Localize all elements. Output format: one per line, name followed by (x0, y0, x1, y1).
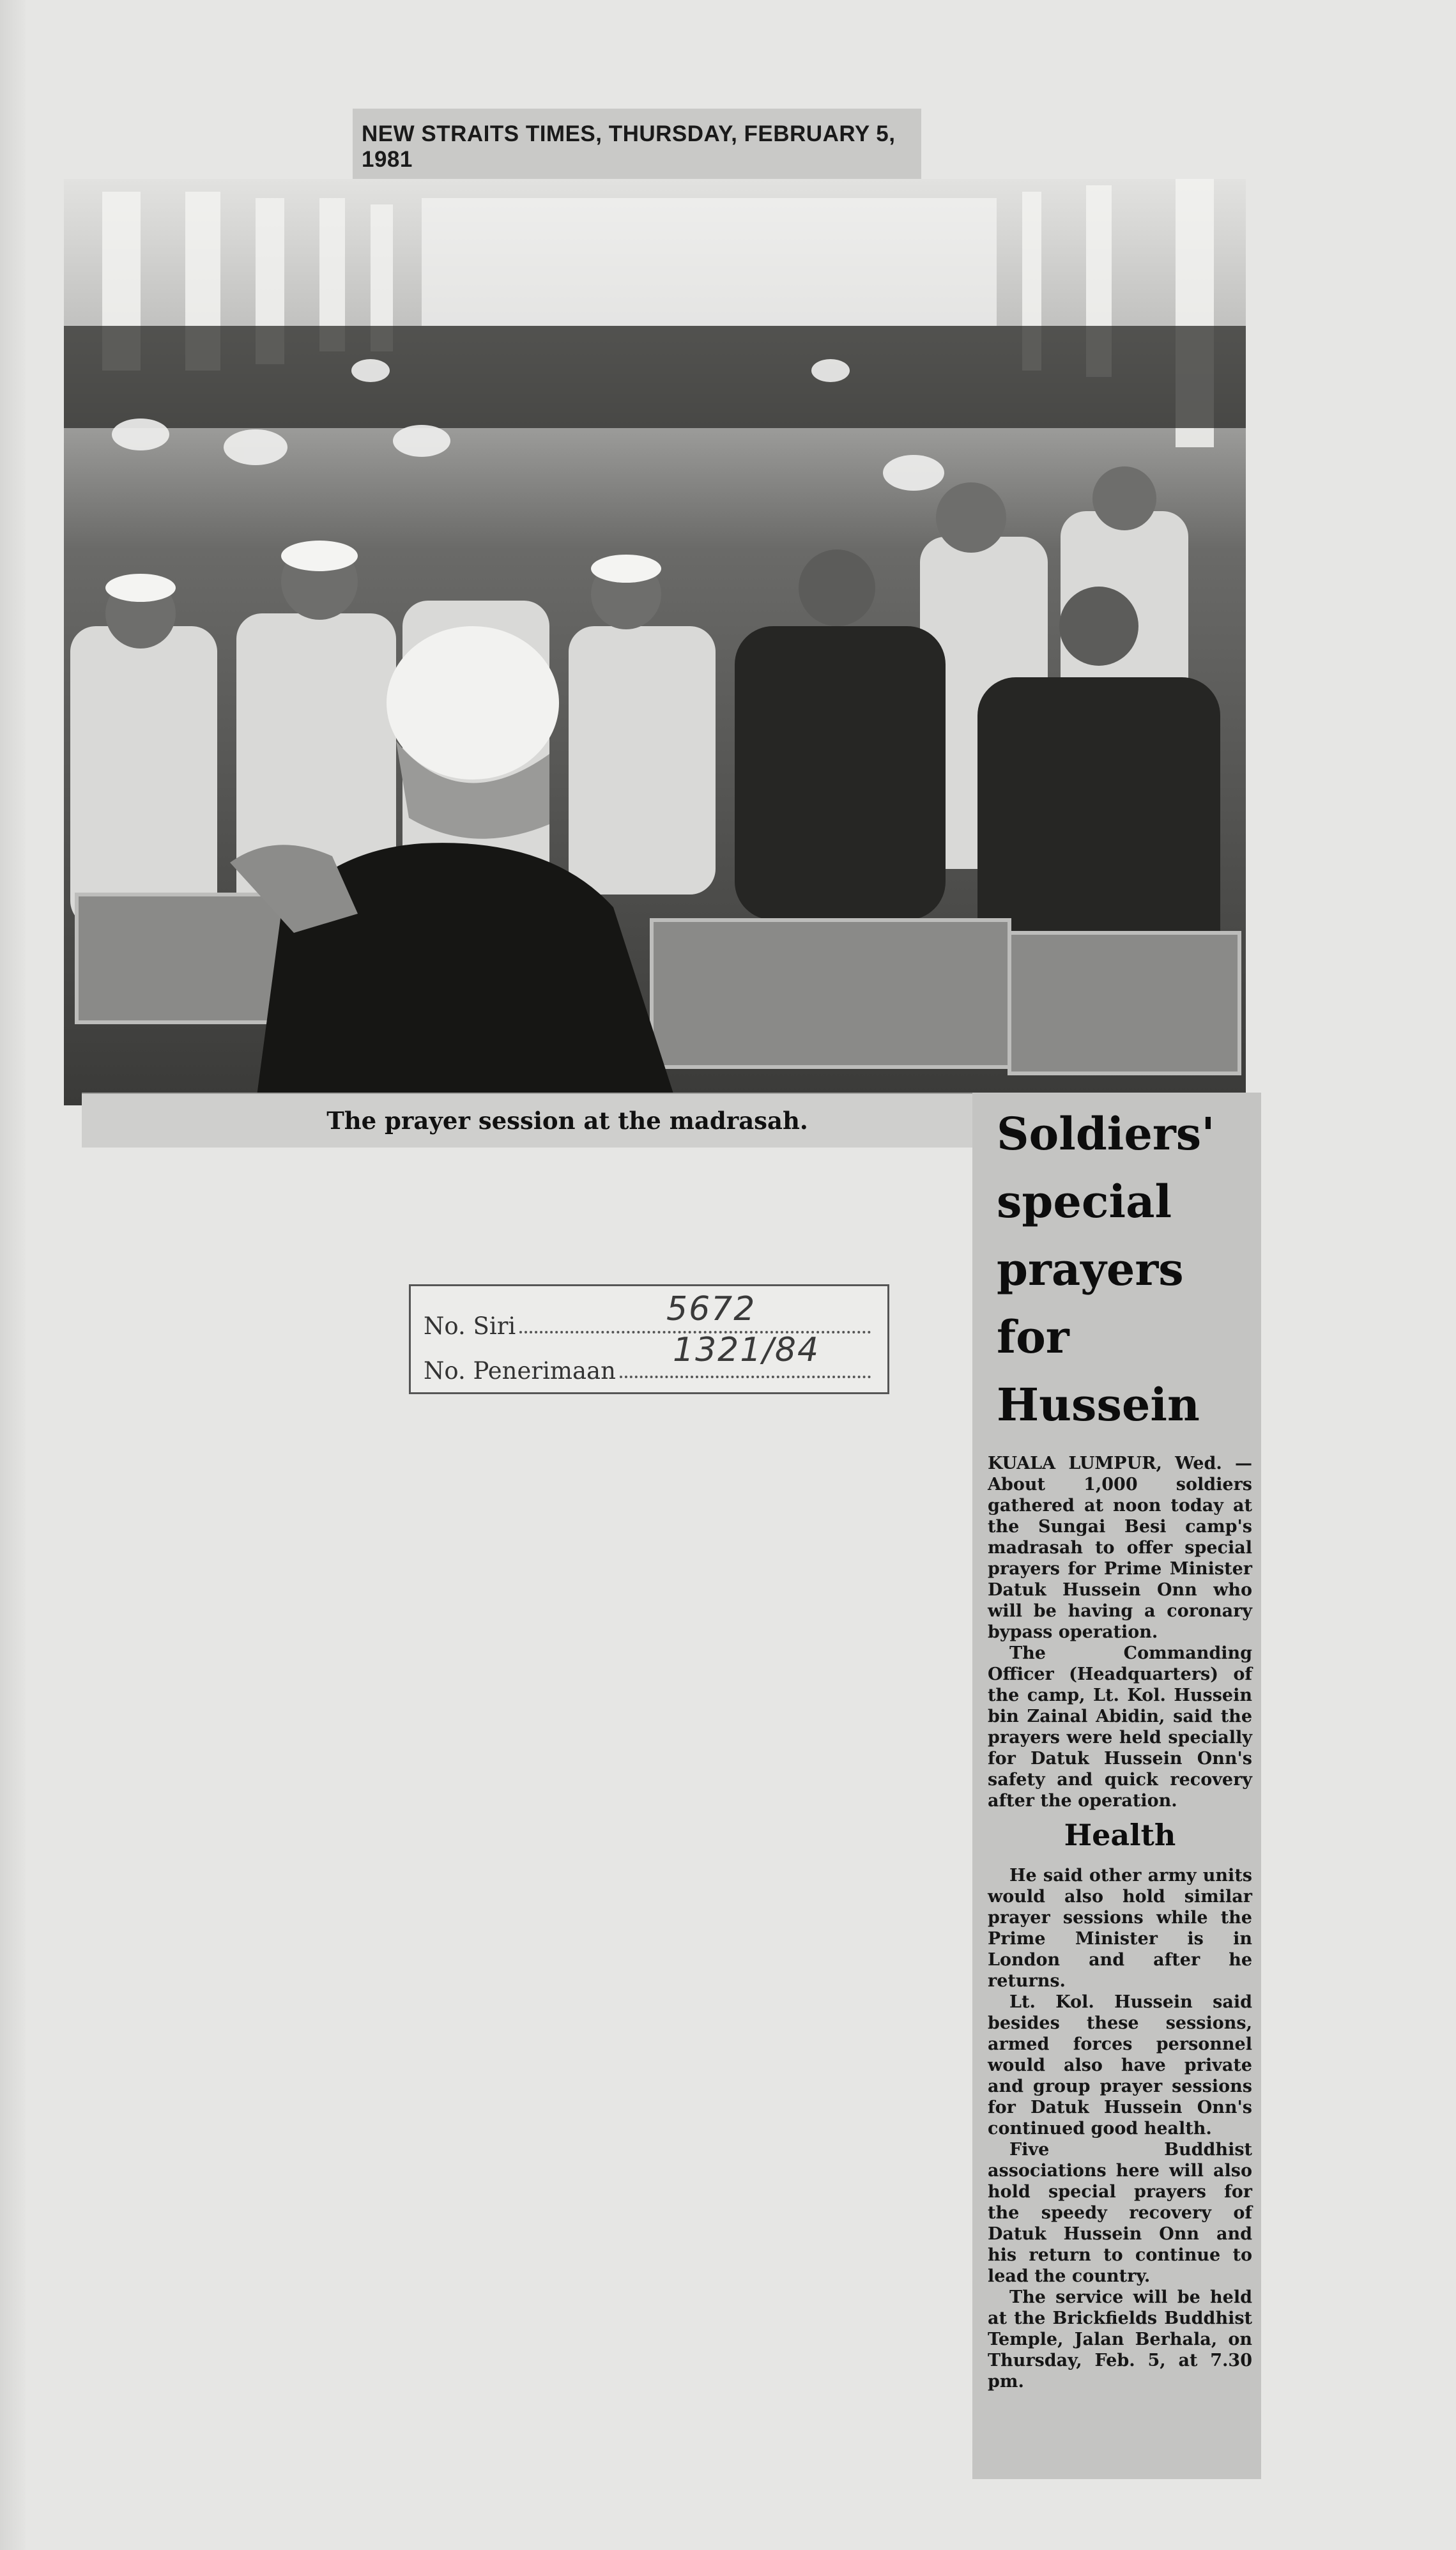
dotted-line (620, 1375, 871, 1378)
stamp-row-penerimaan (424, 1331, 875, 1385)
article-paragraph: He said other army units would also hold similar prayer sessions while the Prime Minister is in London and after he returns. (988, 1866, 1252, 1991)
article-paragraph: The service will be held at the Brickfields Buddhist Temple, Jalan Berhala, on Thursday, Feb. 5, at 7.30 pm. (988, 2287, 1252, 2392)
sheet-edge (0, 0, 26, 2550)
photo-caption (82, 1093, 976, 1148)
newspaper-dateline (353, 109, 921, 180)
siri-label: No. Siri (424, 1312, 516, 1340)
article-paragraph: The Commanding Officer (Headquarters) of the camp, Lt. Kol. Hussein bin Zainal Abidin, said the prayers were held specially for Datuk Hussein Onn's safety and quick recovery after the operation. (988, 1643, 1252, 1811)
penerimaan-label: No. Penerimaan (424, 1357, 616, 1385)
article-paragraph: KUALA LUMPUR, Wed. — About 1,000 soldiers gathered at noon today at the Sungai Besi camp's madrasah to offer special prayers for Prime Minister Datuk Hussein Onn who will be having a coronary bypass operation. (988, 1454, 1252, 1642)
penerimaan-value: 1321/84 (673, 1331, 820, 1369)
article-subhead: Health (1064, 1818, 1176, 1852)
photo-prayer-session-icon (64, 179, 1246, 1105)
prayer-photo (64, 179, 1246, 1105)
article-paragraph: Five Buddhist associations here will also hold special prayers for the speedy recovery of Datuk Hussein Onn and his return to continue to lead the country. (988, 2140, 1252, 2286)
article-paragraph: Lt. Kol. Hussein said besides these sessions, armed forces personnel would also have private and group prayer sessions for Datuk Hussein Onn's continued good health. (988, 1992, 1252, 2139)
dateline-text: NEW STRAITS TIMES, THURSDAY, FEBRUARY 5, 1981 (362, 121, 896, 172)
article-headline: Soldiers' special prayers for Hussein (997, 1107, 1215, 1431)
archive-stamp (409, 1284, 889, 1394)
siri-value: 5672 (666, 1290, 756, 1328)
news-article (972, 1093, 1261, 2479)
caption-text: The prayer session at the madrasah. (326, 1107, 808, 1135)
